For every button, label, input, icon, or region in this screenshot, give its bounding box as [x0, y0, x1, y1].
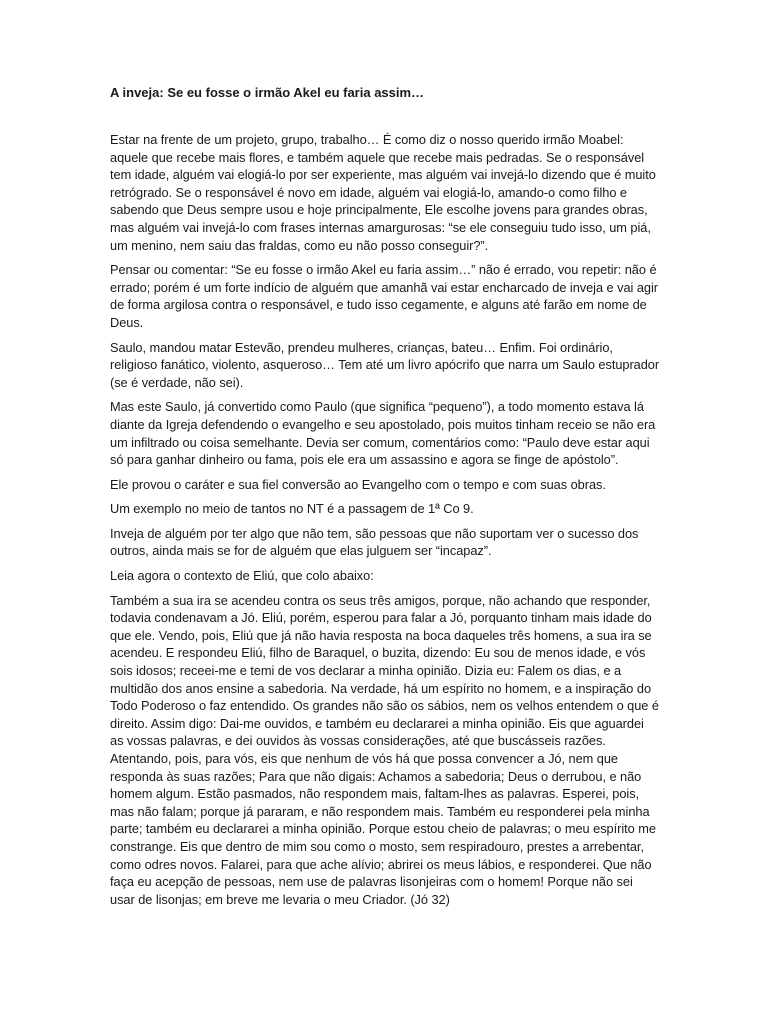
paragraph: Pensar ou comentar: “Se eu fosse o irmão Akel eu faria assim…” não é errado, vou repetir: não é errado; porém é um forte indício de alguém que amanhã vai estar encharcado de inveja e vai agir de forma argilosa contra o responsável, e tudo isso cegamente, e alguns até farão em nome de Deus.: [110, 262, 658, 330]
paragraph: Saulo, mandou matar Estevão, prendeu mulheres, crianças, bateu… Enfim. Foi ordinário, religioso fanático, violento, asqueroso… Tem até um livro apócrifo que narra um Saulo estuprador (se é verdade, não sei).: [110, 339, 660, 390]
paragraph: Mas este Saulo, já convertido como Paulo (que significa “pequeno”), a todo momento estava lá diante da Igreja defendendo o evangelho e seu apostolado, pois muitos tinham receio se não era um infiltrado ou coisa semelhante. Devia ser comum, comentários como: “Paulo deve estar aqui só para ganhar dinheiro ou fama, pois ele era um assassino e agora se finge de apóstolo”.: [110, 399, 656, 468]
document-page: [110, 84, 660, 915]
document-title: A inveja: Se eu fosse o irmão Akel eu faria assim…: [110, 85, 425, 100]
paragraph: Um exemplo no meio de tantos no NT é a passagem de 1ª Co 9.: [110, 501, 474, 517]
paragraph: Ele provou o caráter e sua fiel conversão ao Evangelho com o tempo e com suas obras.: [110, 476, 606, 492]
paragraph: Estar na frente de um projeto, grupo, trabalho… É como diz o nosso querido irmão Moabel: aquele que recebe mais flores, e também aquele que recebe mais pedradas. Se o responsável tem idade, alguém vai elogiá-lo por ser experiente, mas alguém vai invejá-lo dizendo que é muito retrógrado. Se o responsável é novo em idade, alguém vai elogiá-lo, amando-o como filho e sabendo que Deus sempre usou e hoje principalmente, Ele escolhe jovens para grandes obras, mas alguém vai invejá-lo com frases internas amargurosas: “se ele conseguiu tudo isso, um piá, um menino, nem saiu das fraldas, como eu não posso conseguir?”.: [110, 132, 656, 253]
paragraph: Leia agora o contexto de Eliú, que colo abaixo:: [110, 568, 374, 584]
quoted-passage: Também a sua ira se acendeu contra os seus três amigos, porque, não achando que responder, todavia condenavam a Jó. Eliú, porém, esperou para falar a Jó, porquanto tinham mais idade do que ele. Vendo, pois, Eliú que já não havia resposta na boca daqueles três homens, a sua ira se acendeu. E respondeu Eliú, filho de Baraquel, o buzita, dizendo: Eu sou de menos idade, e vós sois idosos; receei-me e temi de vos declarar a minha opinião. Dizia eu: Falem os dias, e a multidão dos anos ensine a sabedoria. Na verdade, há um espírito no homem, e a inspiração do Todo Poderoso o faz entendido. Os grandes não são os sábios, nem os velhos entendem o que é direito. Assim digo: Dai-me ouvidos, e também eu declararei a minha opinião. Eis que aguardei as vossas palavras, e dei ouvidos às vossas considerações, até que buscásseis razões. Atentando, pois, para vós, eis que nenhum de vós há que possa convencer a Jó, nem que responda às suas razões; Para que não digais: Achamos a sabedoria; Deus o derrubou, e não homem algum. Estão pasmados, não respondem mais, faltam-lhes as palavras. Esperei, pois, mas não falam; porque já pararam, e não respondem mais. Também eu responderei pela minha parte; também eu declararei a minha opinião. Porque estou cheio de palavras; o meu espírito me constrange. Eis que dentro de mim sou como o mosto, sem respiradouro, prestes a arrebentar, como odres novos. Falarei, para que ache alívio; abrirei os meus lábios, e responderei. Que não faça eu acepção de pessoas, nem use de palavras lisonjeiras com o homem! Porque não sei usar de lisonjas; em breve me levaria o meu Criador. (Jó 32): [110, 592, 659, 907]
paragraph: Inveja de alguém por ter algo que não tem, são pessoas que não suportam ver o sucesso dos outros, ainda mais se for de alguém que elas julguem ser “incapaz”.: [110, 525, 639, 559]
